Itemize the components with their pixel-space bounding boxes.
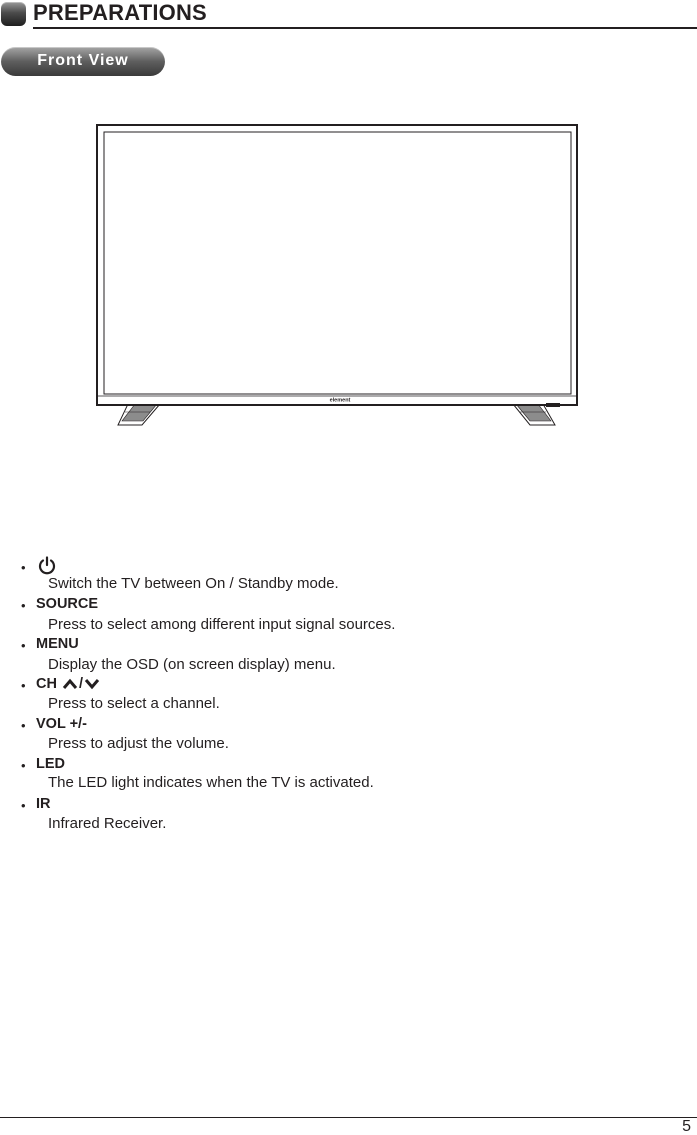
tv-stand-right bbox=[513, 404, 555, 425]
list-bullet: • bbox=[21, 598, 26, 613]
control-desc-ir: Infrared Receiver. bbox=[48, 815, 167, 832]
ch-separator: / bbox=[78, 676, 84, 692]
control-label-menu: MENU bbox=[36, 636, 79, 652]
control-desc-menu: Display the OSD (on screen display) menu. bbox=[48, 656, 336, 673]
control-label-ch bbox=[36, 675, 101, 693]
control-desc-power: Switch the TV between On / Standby mode. bbox=[48, 575, 339, 592]
power-icon bbox=[36, 555, 58, 577]
chevron-up-icon bbox=[61, 677, 79, 691]
list-bullet: • bbox=[21, 798, 26, 813]
control-label-led: LED bbox=[36, 756, 65, 772]
chevron-down-icon bbox=[83, 677, 101, 691]
page-title: PREPARATIONS bbox=[33, 0, 207, 25]
tv-brand-logo: element bbox=[329, 397, 351, 404]
list-bullet: • bbox=[21, 638, 26, 653]
control-label-source: SOURCE bbox=[36, 596, 99, 612]
tv-front-view-illustration bbox=[0, 0, 697, 440]
control-label-vol: VOL +/- bbox=[36, 716, 87, 732]
tv-ir-led-window bbox=[546, 403, 560, 407]
page-number: 5 bbox=[682, 1118, 691, 1135]
control-desc-source: Press to select among different input signal sources. bbox=[48, 616, 396, 633]
list-bullet: • bbox=[21, 758, 26, 773]
list-bullet: • bbox=[21, 560, 26, 575]
list-bullet: • bbox=[21, 678, 26, 693]
control-desc-vol: Press to adjust the volume. bbox=[48, 735, 229, 752]
tv-screen bbox=[104, 132, 571, 394]
control-label-ch-text: CH bbox=[36, 676, 57, 692]
control-label-ir: IR bbox=[36, 796, 51, 812]
tv-stand-left bbox=[118, 404, 160, 425]
section-label: Front View bbox=[37, 52, 129, 69]
list-bullet: • bbox=[21, 718, 26, 733]
footer-rule bbox=[0, 1117, 697, 1118]
control-desc-ch: Press to select a channel. bbox=[48, 695, 220, 712]
control-desc-led: The LED light indicates when the TV is activated. bbox=[48, 774, 374, 791]
